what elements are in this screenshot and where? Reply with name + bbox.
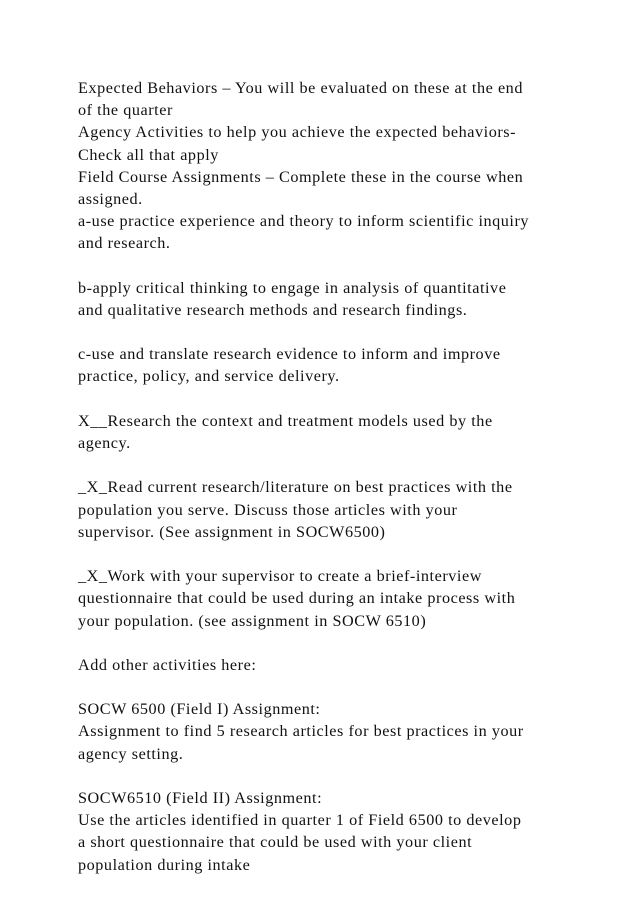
text-line: population during intake [78, 855, 251, 874]
paragraph-gap [78, 454, 618, 476]
text-line: b-apply critical thinking to engage in analysis of quantitative [78, 278, 507, 297]
text-line: assigned. [78, 189, 143, 208]
paragraph-gap [78, 632, 618, 654]
paragraph-gap [78, 765, 618, 787]
text-line: _X_Work with your supervisor to create a brief-interview [78, 567, 482, 586]
activity-questionnaire [78, 565, 618, 632]
text-line: Agency Activities to help you achieve the expected behaviors- [78, 123, 517, 142]
field2-heading: SOCW6510 (Field II) Assignment: [78, 789, 323, 807]
expected-behaviors-heading [78, 77, 618, 121]
text-line: practice, policy, and service delivery. [78, 367, 340, 386]
text-line: and qualitative research methods and research findings. [78, 300, 468, 319]
text-line: and research. [78, 234, 171, 253]
text-line: Use the articles identified in quarter 1 of Field 6500 to develop [78, 811, 522, 830]
text-line: Expected Behaviors – You will be evaluated on these at the end [78, 79, 523, 97]
field2-assignment [78, 787, 618, 876]
text-line: agency. [78, 434, 131, 452]
text-line: c-use and translate research evidence to inform and improve [78, 345, 501, 364]
field1-assignment [78, 698, 618, 765]
text-line: your population. (see assignment in SOCW 6510) [78, 611, 427, 630]
text-line: Field Course Assignments – Complete these in the course when [78, 167, 524, 186]
text-line: _X_Read current research/literature on best practices with the [78, 478, 513, 497]
behavior-a [78, 210, 618, 254]
field1-heading: SOCW 6500 (Field I) Assignment: [78, 700, 321, 719]
text-line: a-use practice experience and theory to inform scientific inquiry [78, 212, 530, 231]
text-line: Assignment to find 5 research articles for best practices in your [78, 722, 524, 741]
paragraph-gap [78, 321, 618, 343]
activity-research-context [78, 410, 618, 454]
document-body [78, 77, 618, 876]
paragraph-gap [78, 676, 618, 698]
text-line: a short questionnaire that could be used with your client [78, 833, 473, 852]
text-line: agency setting. [78, 744, 184, 763]
text-line: population you serve. Discuss those articles with your [78, 500, 458, 519]
text-line: X__Research the context and treatment models used by the [78, 411, 493, 430]
text-line: of the quarter [78, 101, 173, 120]
paragraph-gap [78, 388, 618, 410]
paragraph-gap [78, 255, 618, 277]
text-line: Add other activities here: [78, 655, 257, 674]
text-line: questionnaire that could be used during an intake process with [78, 589, 516, 608]
activity-read-research [78, 476, 618, 543]
field-assignments-heading [78, 166, 618, 210]
agency-activities-heading [78, 121, 618, 165]
text-line: supervisor. (See assignment in SOCW6500) [78, 522, 386, 541]
paragraph-gap [78, 543, 618, 565]
behavior-b [78, 277, 618, 321]
text-line: Check all that apply [78, 145, 219, 164]
other-activities [78, 654, 618, 676]
behavior-c [78, 343, 618, 387]
